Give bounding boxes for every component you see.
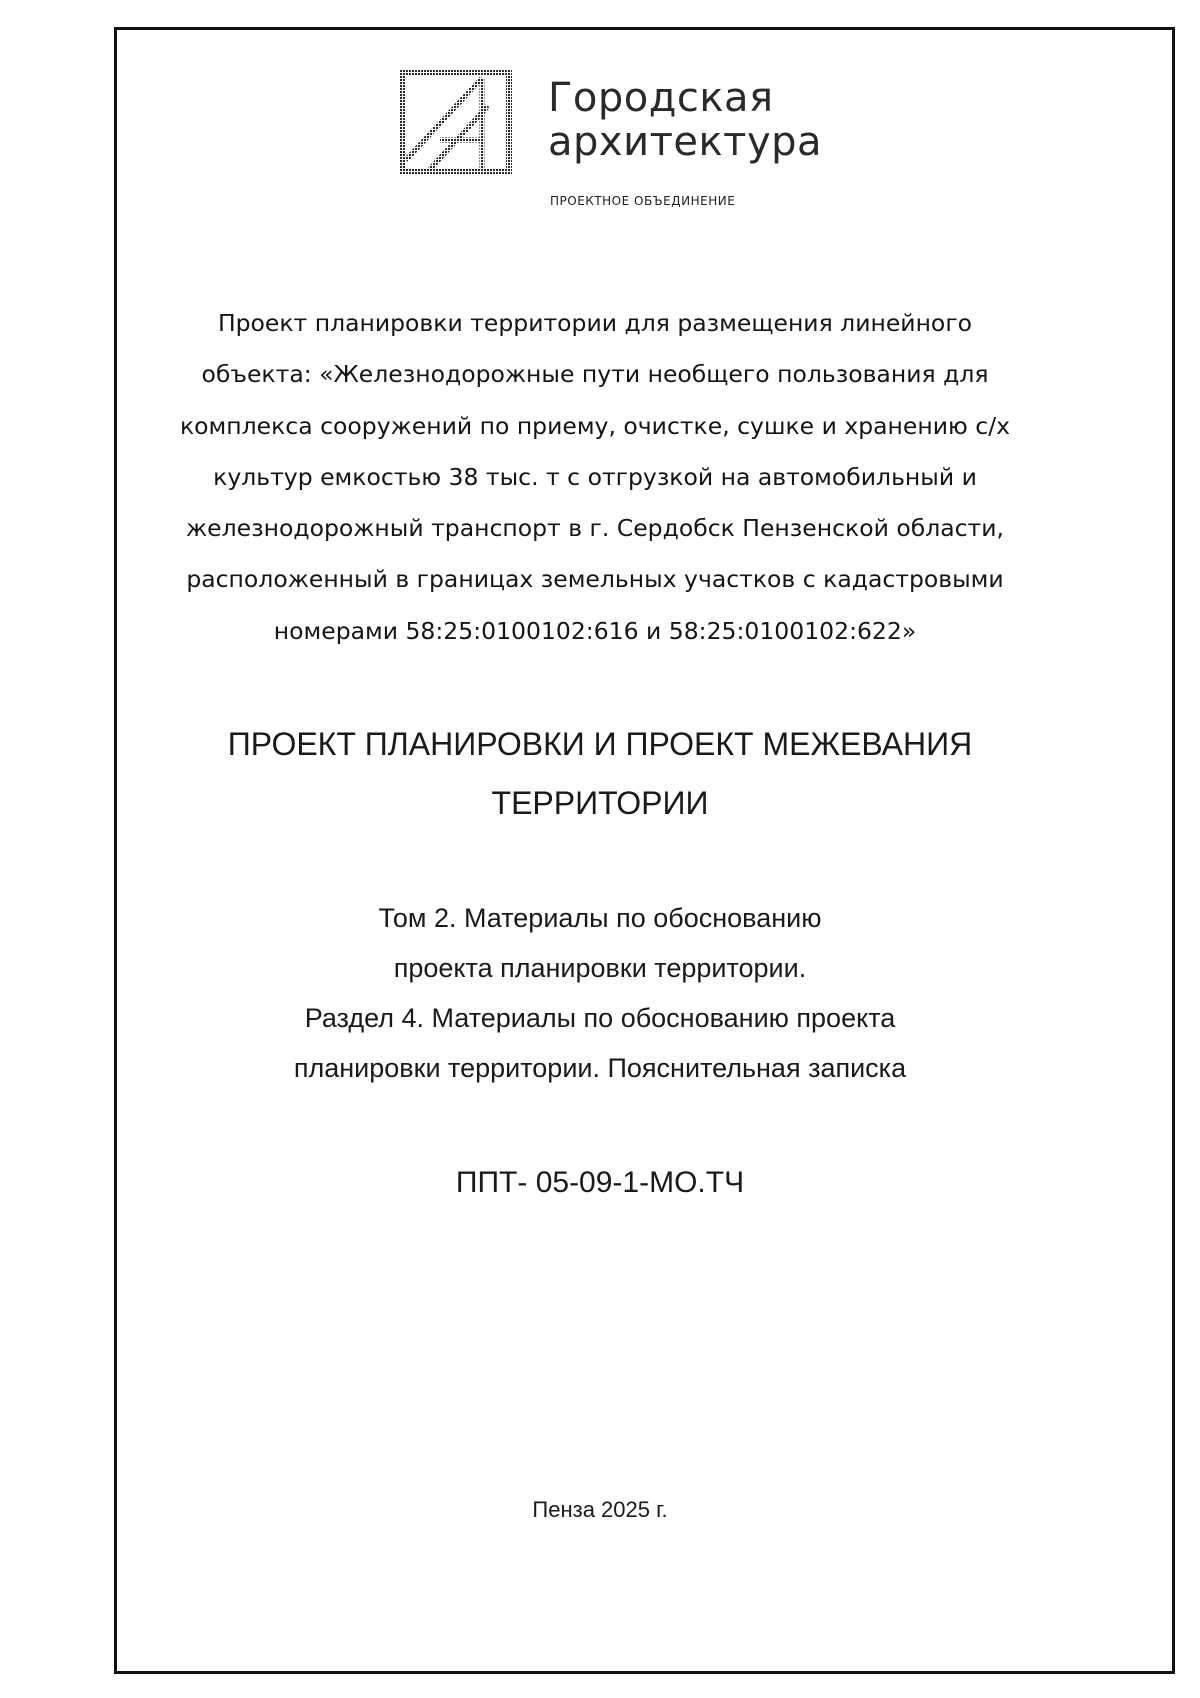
volume-line: Раздел 4. Материалы по обоснованию проекта — [304, 1003, 896, 1033]
project-title-line: номерами 58:25:0100102:616 и 58:25:0100102:622» — [273, 616, 917, 645]
project-title — [120, 298, 1070, 657]
company-name-line2: архитектура — [548, 119, 823, 165]
volume-line: Том 2. Материалы по обоснованию — [378, 903, 822, 933]
city-year: Пенза 2025 г. — [532, 1497, 668, 1522]
volume-line: проекта планировки территории. — [393, 953, 807, 983]
project-title-line: культур емкостью 38 тыс. т с отгрузкой на автомобильный и — [213, 462, 977, 491]
company-name-line1: Городская — [548, 75, 774, 121]
document-type-heading — [150, 715, 1050, 833]
project-title-line: комплекса сооружений по приему, очистке, сушке и хранению с/х — [179, 411, 1011, 440]
company-logo — [400, 70, 880, 210]
company-name — [548, 76, 822, 164]
company-subtitle: ПРОЕКТНОЕ ОБЪЕДИНЕНИЕ — [550, 194, 736, 208]
document-type-line: ТЕРРИТОРИИ — [491, 785, 709, 821]
volume-section-description — [150, 893, 1050, 1093]
project-title-line: объекта: «Железнодорожные пути необщего пользования для — [201, 360, 989, 389]
project-title-line: Проект планировки территории для размещения линейного — [217, 309, 973, 337]
project-title-line: расположенный в границах земельных участков с кадастровыми — [186, 565, 1004, 594]
project-title-line: железнодорожный транспорт в г. Сердобск Пензенской области, — [186, 514, 1004, 543]
document-type-line: ПРОЕКТ ПЛАНИРОВКИ И ПРОЕКТ МЕЖЕВАНИЯ — [227, 726, 973, 762]
building-a-logo-icon — [400, 70, 512, 175]
document-code: ППТ- 05-09-1-МО.ТЧ — [455, 1166, 745, 1199]
page-border — [114, 27, 1175, 1674]
volume-line: планировки территории. Пояснительная записка — [293, 1053, 907, 1083]
